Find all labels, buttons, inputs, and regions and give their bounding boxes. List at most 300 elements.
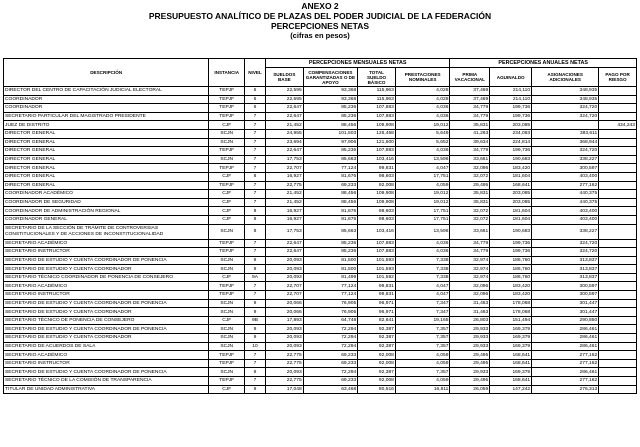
cell-total-sueldo: 107,883: [358, 104, 396, 113]
cell-aguinaldo: 169,379: [490, 342, 532, 351]
cell-instancia: SCJN: [209, 308, 245, 317]
cell-sueldos-base: 20,093: [265, 273, 303, 282]
cell-prima: 35,831: [450, 190, 490, 199]
cell-instancia: TEPJF: [209, 282, 245, 291]
table-row: [4, 282, 637, 291]
cell-aguinaldo: 151,494: [490, 316, 532, 325]
cell-prestaciones: 7,357: [395, 368, 450, 377]
cell-asignaciones: 313,837: [532, 273, 599, 282]
cell-sueldos-base: 20,093: [265, 256, 303, 265]
cell-total-sueldo: 121,600: [358, 138, 396, 147]
cell-nivel: 6: [245, 104, 266, 113]
cell-compensaciones: 64,748: [303, 316, 357, 325]
cell-sueldos-base: 22,647: [265, 147, 303, 156]
cell-nivel: 7: [245, 138, 266, 147]
cell-compensaciones: 69,233: [303, 181, 357, 190]
cell-instancia: SCJN: [209, 299, 245, 308]
table-row: [4, 316, 637, 325]
cell-aguinaldo: 169,379: [490, 334, 532, 343]
cell-pago-riesgo: [599, 248, 637, 257]
table-row: [4, 385, 637, 394]
cell-descripcion: SECRETARIO DE ESTUDIO Y CUENTA COORDINADOR DE PONENCIA: [4, 256, 209, 265]
cell-sueldos-base: 17,753: [265, 224, 303, 239]
cell-nivel: 7: [245, 147, 266, 156]
cell-prima: 35,831: [450, 121, 490, 130]
cell-pago-riesgo: [599, 342, 637, 351]
cell-sueldos-base: 17,048: [265, 385, 303, 394]
cell-prima: 26,803: [450, 316, 490, 325]
cell-sueldos-base: 16,927: [265, 215, 303, 224]
cell-descripcion: DIRECTOR DEL CENTRO DE CAPACITACIÓN JUDICIAL ELECTORAL: [4, 87, 209, 96]
cell-total-sueldo: 92,387: [358, 342, 396, 351]
cell-aguinaldo: 169,379: [490, 368, 532, 377]
cell-instancia: SCJN: [209, 368, 245, 377]
cell-descripcion: DIRECTOR GENERAL: [4, 172, 209, 181]
cell-total-sueldo: 99,831: [358, 291, 396, 300]
cell-asignaciones: 286,461: [532, 368, 599, 377]
cell-total-sueldo: 107,883: [358, 239, 396, 248]
cell-sueldos-base: 20,093: [265, 368, 303, 377]
cell-aguinaldo: 178,068: [490, 308, 532, 317]
table-row: [4, 239, 637, 248]
table-row: [4, 198, 637, 207]
cell-asignaciones: 300,597: [532, 164, 599, 173]
cell-prestaciones: 7,357: [395, 334, 450, 343]
table-row: [4, 342, 637, 351]
cell-compensaciones: 81,676: [303, 215, 357, 224]
cell-total-sueldo: 96,971: [358, 308, 396, 317]
cell-total-sueldo: 92,008: [358, 181, 396, 190]
cell-asignaciones: 286,461: [532, 325, 599, 334]
cell-nivel: 7: [245, 164, 266, 173]
group-mensuales: PERCEPCIONES MENSUALES NETAS: [265, 59, 449, 68]
cell-prima: 32,096: [450, 282, 490, 291]
cell-descripcion: DIRECTOR GENERAL: [4, 155, 209, 164]
cell-compensaciones: 72,294: [303, 334, 357, 343]
cell-nivel: 9: [245, 308, 266, 317]
cell-descripcion: SECRETARIO DE ACUERDOS DE SALA: [4, 342, 209, 351]
cell-prestaciones: 17,751: [395, 207, 450, 216]
col-total-sueldo: TOTAL SUELDO BÁSICO: [358, 68, 396, 87]
cell-compensaciones: 72,294: [303, 325, 357, 334]
table-row: [4, 377, 637, 386]
cell-nivel: 7: [245, 291, 266, 300]
table-row: [4, 224, 637, 239]
cell-total-sueldo: 92,008: [358, 359, 396, 368]
cell-nivel: 7: [245, 155, 266, 164]
cell-asignaciones: 313,837: [532, 256, 599, 265]
cell-asignaciones: 403,400: [532, 207, 599, 216]
cell-sueldos-base: 20,093: [265, 334, 303, 343]
cell-nivel: 9: [245, 368, 266, 377]
cell-pago-riesgo: [599, 138, 637, 147]
cell-prestaciones: 7,338: [395, 265, 450, 274]
cell-prima: 33,661: [450, 224, 490, 239]
cell-aguinaldo: 199,736: [490, 112, 532, 121]
unit-note: (cifras en pesos): [290, 31, 350, 40]
section-title: PERCEPCIONES NETAS: [270, 21, 370, 31]
cell-total-sueldo: 107,883: [358, 112, 396, 121]
cell-instancia: TEPJF: [209, 181, 245, 190]
cell-total-sueldo: 82,641: [358, 316, 396, 325]
cell-total-sueldo: 92,387: [358, 334, 396, 343]
cell-prima: 32,072: [450, 172, 490, 181]
cell-total-sueldo: 107,883: [358, 248, 396, 257]
cell-aguinaldo: 168,641: [490, 351, 532, 360]
cell-nivel: 8: [245, 172, 266, 181]
cell-pago-riesgo: [599, 325, 637, 334]
cell-prestaciones: 4,036: [395, 112, 450, 121]
cell-compensaciones: 85,236: [303, 147, 357, 156]
cell-descripcion: DIRECTOR GENERAL: [4, 129, 209, 138]
cell-instancia: TEPJF: [209, 147, 245, 156]
cell-sueldos-base: 17,753: [265, 155, 303, 164]
cell-asignaciones: 286,461: [532, 342, 599, 351]
table-body: [4, 87, 637, 394]
cell-sueldos-base: 21,452: [265, 190, 303, 199]
cell-sueldos-base: 22,647: [265, 248, 303, 257]
table-row: [4, 273, 637, 282]
cell-asignaciones: 301,447: [532, 299, 599, 308]
col-sueldos-base: SUELDOS BASE: [265, 68, 303, 87]
cell-total-sueldo: 92,008: [358, 377, 396, 386]
cell-asignaciones: 300,597: [532, 282, 599, 291]
cell-instancia: SCJN: [209, 265, 245, 274]
cell-aguinaldo: 199,736: [490, 239, 532, 248]
cell-pago-riesgo: [599, 87, 637, 96]
cell-sueldos-base: 20,093: [265, 342, 303, 351]
cell-instancia: SCJN: [209, 155, 245, 164]
cell-pago-riesgo: [599, 104, 637, 113]
cell-pago-riesgo: [599, 155, 637, 164]
cell-compensaciones: 69,233: [303, 359, 357, 368]
cell-total-sueldo: 115,963: [358, 87, 396, 96]
cell-aguinaldo: 199,736: [490, 248, 532, 257]
cell-prima: 39,634: [450, 138, 490, 147]
cell-aguinaldo: 168,641: [490, 359, 532, 368]
cell-prestaciones: 4,059: [395, 181, 450, 190]
cell-pago-riesgo: [599, 351, 637, 360]
cell-descripcion: COORDINADOR ACADÉMICO: [4, 190, 209, 199]
cell-asignaciones: 290,850: [532, 316, 599, 325]
cell-instancia: CJF: [209, 121, 245, 130]
cell-sueldos-base: 22,647: [265, 104, 303, 113]
cell-total-sueldo: 99,831: [358, 164, 396, 173]
cell-total-sueldo: 96,971: [358, 299, 396, 308]
cell-nivel: 7: [245, 351, 266, 360]
cell-asignaciones: 300,597: [532, 291, 599, 300]
cell-aguinaldo: 224,814: [490, 138, 532, 147]
table-row: [4, 299, 637, 308]
cell-nivel: 9: [245, 334, 266, 343]
cell-descripcion: COORDINADOR: [4, 104, 209, 113]
cell-compensaciones: 85,236: [303, 112, 357, 121]
cell-instancia: CJF: [209, 198, 245, 207]
cell-sueldos-base: 22,775: [265, 351, 303, 360]
cell-instancia: TEPJF: [209, 104, 245, 113]
cell-asignaciones: 286,461: [532, 334, 599, 343]
cell-prima: 29,495: [450, 359, 490, 368]
cell-asignaciones: 277,162: [532, 377, 599, 386]
header-row-groups: [4, 59, 637, 68]
cell-prestaciones: 13,596: [395, 155, 450, 164]
cell-compensaciones: 81,500: [303, 256, 357, 265]
cell-prestaciones: 4,036: [395, 248, 450, 257]
cell-pago-riesgo: [599, 308, 637, 317]
cell-pago-riesgo: [599, 147, 637, 156]
cell-total-sueldo: 115,963: [358, 95, 396, 104]
cell-total-sueldo: 101,592: [358, 273, 396, 282]
cell-sueldos-base: 20,066: [265, 299, 303, 308]
cell-compensaciones: 93,368: [303, 87, 357, 96]
cell-instancia: TEPJF: [209, 87, 245, 96]
cell-descripcion: SECRETARIO DE ESTUDIO Y CUENTA COORDINADOR: [4, 334, 209, 343]
cell-compensaciones: 85,236: [303, 248, 357, 257]
cell-pago-riesgo: [599, 239, 637, 248]
cell-prima: 26,059: [450, 385, 490, 394]
cell-instancia: TEPJF: [209, 359, 245, 368]
cell-nivel: 7: [245, 112, 266, 121]
annex-title: ANEXO 2: [301, 1, 339, 11]
cell-descripcion: COORDINADOR: [4, 95, 209, 104]
col-instancia: INSTANCIA: [209, 59, 245, 87]
cell-sueldos-base: 22,595: [265, 87, 303, 96]
cell-asignaciones: 348,935: [532, 87, 599, 96]
cell-aguinaldo: 186,760: [490, 256, 532, 265]
cell-asignaciones: 338,227: [532, 224, 599, 239]
cell-asignaciones: 440,375: [532, 190, 599, 199]
cell-descripcion: SECRETARIO TÉCNICO COORDINADOR DE PONENCIA DE CONSEJERO: [4, 273, 209, 282]
cell-aguinaldo: 181,604: [490, 172, 532, 181]
cell-pago-riesgo: [599, 291, 637, 300]
cell-descripcion: TITULAR DE UNIDAD ADMINISTRATIVA: [4, 385, 209, 394]
cell-prima: 34,779: [450, 147, 490, 156]
cell-instancia: TEPJF: [209, 112, 245, 121]
cell-compensaciones: 97,906: [303, 138, 357, 147]
cell-aguinaldo: 203,085: [490, 190, 532, 199]
cell-instancia: CJF: [209, 215, 245, 224]
table-row: [4, 129, 637, 138]
cell-asignaciones: 338,227: [532, 155, 599, 164]
cell-nivel: 8: [245, 207, 266, 216]
cell-instancia: SCJN: [209, 325, 245, 334]
cell-pago-riesgo: [599, 95, 637, 104]
cell-aguinaldo: 190,683: [490, 155, 532, 164]
cell-total-sueldo: 98,603: [358, 207, 396, 216]
cell-prima: 41,263: [450, 129, 490, 138]
cell-prestaciones: 17,751: [395, 172, 450, 181]
cell-aguinaldo: 186,760: [490, 265, 532, 274]
cell-nivel: 10: [245, 342, 266, 351]
cell-aguinaldo: 183,420: [490, 164, 532, 173]
cell-prima: 32,974: [450, 256, 490, 265]
cell-pago-riesgo: [599, 359, 637, 368]
cell-prestaciones: 4,036: [395, 104, 450, 113]
cell-sueldos-base: 20,093: [265, 325, 303, 334]
cell-sueldos-base: 22,707: [265, 282, 303, 291]
cell-compensaciones: 77,124: [303, 164, 357, 173]
cell-compensaciones: 88,456: [303, 198, 357, 207]
table-row: [4, 181, 637, 190]
cell-descripcion: SECRETARIO INSTRUCTOR: [4, 291, 209, 300]
cell-prestaciones: 16,811: [395, 385, 450, 394]
cell-compensaciones: 88,456: [303, 121, 357, 130]
cell-instancia: CJF: [209, 190, 245, 199]
cell-instancia: TEPJF: [209, 377, 245, 386]
col-prestaciones: PRESTACIONES NOMINALES: [395, 68, 450, 87]
cell-asignaciones: 324,720: [532, 147, 599, 156]
cell-prestaciones: 7,347: [395, 299, 450, 308]
cell-descripcion: COORDINADOR DE SEGURIDAD: [4, 198, 209, 207]
cell-sueldos-base: 22,707: [265, 291, 303, 300]
cell-prima: 29,933: [450, 334, 490, 343]
cell-descripcion: SECRETARIO ACADÉMICO: [4, 351, 209, 360]
cell-compensaciones: 101,503: [303, 129, 357, 138]
table-row: [4, 164, 637, 173]
cell-descripcion: SECRETARIO INSTRUCTOR: [4, 248, 209, 257]
col-asignaciones: ASIGNACIONES ADICIONALES: [532, 68, 599, 87]
cell-sueldos-base: 20,066: [265, 308, 303, 317]
cell-pago-riesgo: [599, 181, 637, 190]
cell-nivel: 7: [245, 282, 266, 291]
cell-sueldos-base: 21,452: [265, 121, 303, 130]
table-row: [4, 147, 637, 156]
cell-prestaciones: 13,596: [395, 224, 450, 239]
cell-prima: 29,933: [450, 325, 490, 334]
cell-compensaciones: 93,368: [303, 95, 357, 104]
cell-pago-riesgo: [599, 172, 637, 181]
group-anuales: PERCEPCIONES ANUALES NETAS: [450, 59, 637, 68]
cell-asignaciones: 383,611: [532, 129, 599, 138]
cell-descripcion: SECRETARIO DE LA SECCIÓN DE TRÁMITE DE CONTROVERSIAS CONSTITUCIONALES Y DE ACCIONES DE INCONSTITUCIONALIDAD: [4, 224, 209, 239]
cell-total-sueldo: 126,458: [358, 129, 396, 138]
cell-asignaciones: 301,447: [532, 308, 599, 317]
cell-compensaciones: 69,233: [303, 377, 357, 386]
cell-prestaciones: 5,652: [395, 138, 450, 147]
table-row: [4, 155, 637, 164]
cell-prestaciones: 4,036: [395, 239, 450, 248]
cell-compensaciones: 88,456: [303, 190, 357, 199]
cell-total-sueldo: 92,387: [358, 368, 396, 377]
cell-sueldos-base: 22,707: [265, 164, 303, 173]
cell-compensaciones: 81,676: [303, 172, 357, 181]
cell-pago-riesgo: [599, 316, 637, 325]
cell-nivel: 8: [245, 224, 266, 239]
cell-nivel: 7: [245, 129, 266, 138]
cell-prestaciones: 5,649: [395, 129, 450, 138]
cell-prima: 34,779: [450, 112, 490, 121]
cell-prima: 33,661: [450, 155, 490, 164]
cell-aguinaldo: 214,110: [490, 87, 532, 96]
cell-aguinaldo: 169,379: [490, 325, 532, 334]
cell-nivel: 6: [245, 87, 266, 96]
cell-aguinaldo: 147,242: [490, 385, 532, 394]
table-row: [4, 87, 637, 96]
cell-instancia: TEPJF: [209, 164, 245, 173]
cell-descripcion: SECRETARIO INSTRUCTOR: [4, 359, 209, 368]
cell-sueldos-base: 16,927: [265, 172, 303, 181]
cell-sueldos-base: 22,595: [265, 95, 303, 104]
cell-prestaciones: 19,012: [395, 198, 450, 207]
cell-nivel: 7: [245, 190, 266, 199]
col-pago-riesgo: PAGO POR RIESGO: [599, 68, 637, 87]
cell-nivel: 7: [245, 198, 266, 207]
cell-sueldos-base: 16,927: [265, 207, 303, 216]
cell-prestaciones: 4,028: [395, 95, 450, 104]
cell-descripcion: SECRETARIO PARTICULAR DEL MAGISTRADO PRESIDENTE: [4, 112, 209, 121]
cell-descripcion: JUEZ DE DISTRITO: [4, 121, 209, 130]
cell-total-sueldo: 103,416: [358, 224, 396, 239]
cell-aguinaldo: 168,641: [490, 181, 532, 190]
table-row: [4, 112, 637, 121]
cell-pago-riesgo: [599, 385, 637, 394]
cell-compensaciones: 77,124: [303, 282, 357, 291]
cell-asignaciones: 313,837: [532, 265, 599, 274]
table-row: [4, 308, 637, 317]
cell-prestaciones: 4,047: [395, 164, 450, 173]
cell-nivel: 7: [245, 377, 266, 386]
cell-asignaciones: 324,720: [532, 239, 599, 248]
cell-instancia: SCJN: [209, 334, 245, 343]
cell-nivel: 9B: [245, 316, 266, 325]
table-row: [4, 334, 637, 343]
cell-aguinaldo: 168,641: [490, 377, 532, 386]
col-nivel: NIVEL: [245, 59, 266, 87]
cell-descripcion: SECRETARIO DE ESTUDIO Y CUENTA COORDINADOR DE PONENCIA: [4, 368, 209, 377]
cell-compensaciones: 69,233: [303, 351, 357, 360]
cell-prima: 32,096: [450, 164, 490, 173]
cell-sueldos-base: 17,893: [265, 316, 303, 325]
cell-sueldos-base: 22,647: [265, 239, 303, 248]
cell-descripcion: SECRETARIO DE ESTUDIO Y CUENTA COORDINADOR DE PONENCIA: [4, 299, 209, 308]
cell-asignaciones: 324,720: [532, 248, 599, 257]
cell-total-sueldo: 92,387: [358, 325, 396, 334]
cell-prestaciones: 4,047: [395, 291, 450, 300]
cell-instancia: SCJN: [209, 129, 245, 138]
cell-prestaciones: 7,357: [395, 342, 450, 351]
cell-compensaciones: 85,236: [303, 239, 357, 248]
cell-nivel: 8: [245, 215, 266, 224]
table-row: [4, 95, 637, 104]
cell-prima: 29,933: [450, 342, 490, 351]
table-row: [4, 138, 637, 147]
cell-pago-riesgo: 434,243: [599, 121, 637, 130]
cell-aguinaldo: 181,604: [490, 215, 532, 224]
cell-prestaciones: 7,338: [395, 256, 450, 265]
cell-total-sueldo: 98,603: [358, 215, 396, 224]
cell-asignaciones: 403,400: [532, 172, 599, 181]
cell-asignaciones: 277,162: [532, 359, 599, 368]
cell-prestaciones: 7,338: [395, 273, 450, 282]
cell-pago-riesgo: [599, 299, 637, 308]
cell-compensaciones: 85,236: [303, 104, 357, 113]
document-subtitle: PRESUPUESTO ANALÍTICO DE PLAZAS DEL PODER JUDICIAL DE LA FEDERACIÓN: [148, 11, 492, 21]
cell-nivel: 7: [245, 359, 266, 368]
cell-sueldos-base: 20,093: [265, 265, 303, 274]
cell-prestaciones: 4,059: [395, 377, 450, 386]
cell-total-sueldo: 109,908: [358, 198, 396, 207]
cell-prestaciones: 7,357: [395, 325, 450, 334]
cell-sueldos-base: 23,694: [265, 138, 303, 147]
cell-descripcion: COORDINADOR GENERAL: [4, 215, 209, 224]
table-row: [4, 256, 637, 265]
cell-prestaciones: 4,059: [395, 359, 450, 368]
table-row: [4, 368, 637, 377]
cell-pago-riesgo: [599, 334, 637, 343]
table-row: [4, 121, 637, 130]
cell-descripcion: DIRECTOR GENERAL: [4, 164, 209, 173]
cell-prestaciones: 7,347: [395, 308, 450, 317]
